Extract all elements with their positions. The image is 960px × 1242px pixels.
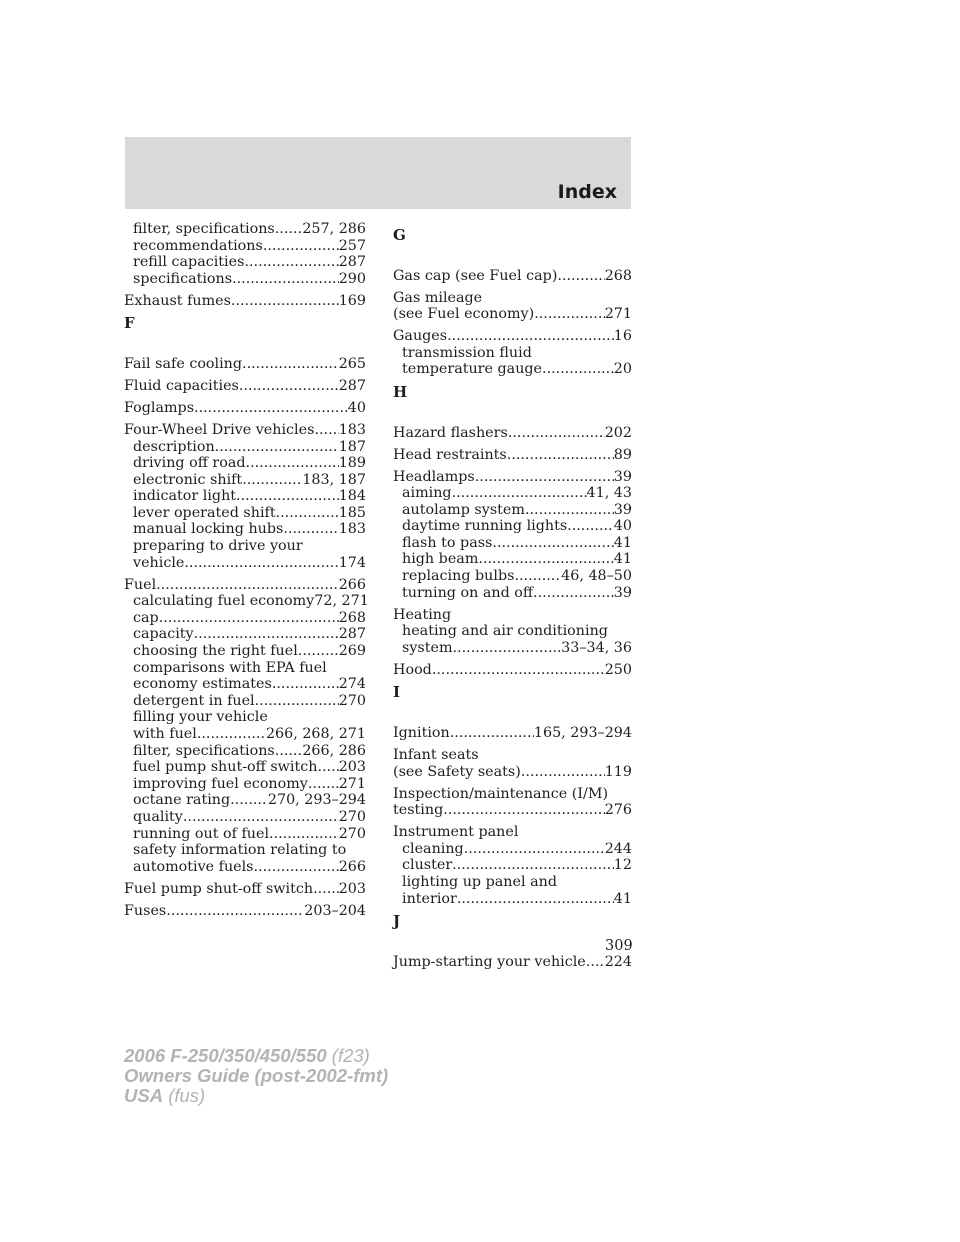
index-entry [393,954,632,971]
dot-leader [183,809,339,826]
dot-leader [254,859,339,876]
dot-leader [457,891,614,908]
index-page-ref: 185 [338,504,366,521]
index-entry [124,378,366,395]
index-term: Gauges [393,328,448,345]
index-entry [393,725,632,742]
index-subentry-line [393,568,632,585]
index-entry-line [393,662,632,679]
page-number: 309 [605,938,633,954]
index-page-ref: 287 [338,254,366,271]
index-page-ref: 268 [604,267,632,284]
index-page-ref: 269 [338,643,366,660]
index-subentry-line [124,809,366,826]
index-subentry-line [124,505,366,522]
index-term: with fuel [133,725,197,742]
dot-leader [453,640,562,657]
index-subentry-line [393,361,632,378]
index-entry-line [393,954,632,971]
index-subentry-line [124,676,366,693]
dot-leader [230,792,268,809]
dot-leader [255,693,339,710]
index-entry [393,607,632,657]
dot-leader [534,306,605,323]
index-page-ref: 203 [338,759,366,776]
index-term: daytime running lights [402,518,568,535]
index-subentry-line [124,271,366,288]
dot-leader [521,764,605,781]
dot-leader [244,254,338,271]
dot-leader [314,422,338,439]
index-entry [393,747,632,780]
index-page-ref: 39 [613,584,632,601]
index-term: recommendations [133,237,263,254]
index-page-ref: 287 [338,377,366,394]
index-subentry-line [124,776,366,793]
index-term: Hazard flashers [393,424,508,441]
index-page-ref: 169 [338,292,366,309]
index-page-ref: 203 [338,880,366,897]
index-entry [124,221,366,287]
dot-leader [533,585,614,602]
index-page-ref: 276 [604,802,632,819]
dot-leader [242,472,302,489]
index-entry-line [393,469,632,486]
index-term: (see Safety seats) [393,763,521,780]
dot-leader [492,535,613,552]
index-entry-line [124,422,366,439]
dot-leader [313,881,339,898]
index-term: quality [133,808,183,825]
index-term: refill capacities [133,254,245,271]
dot-leader [184,555,338,572]
index-page-ref: 250 [604,661,632,678]
index-page-ref: 270 [338,692,366,709]
dot-leader [525,502,614,519]
index-term: flash to pass [402,534,493,551]
index-page-ref: 41 [613,534,632,551]
index-term: temperature gauge [402,361,543,378]
index-page-ref: 270 [338,825,366,842]
index-term: indicator light [133,488,237,505]
index-term: Fuel [124,576,157,593]
dot-leader [508,425,605,442]
index-entry [124,400,366,417]
footer-edition-info [124,1046,388,1106]
index-subentry-line [124,709,366,726]
index-page-ref: 39 [613,501,632,518]
index-subentry-line [393,585,632,602]
index-page-ref: 41 [613,551,632,568]
index-term: cap [133,609,159,626]
index-term: Gas mileage [393,289,483,306]
index-entry-line [393,764,632,781]
index-entry-line [124,577,366,594]
index-term: lever operated shift [133,504,276,521]
index-term: automotive fuels [133,858,254,875]
index-subentry-line [393,891,632,908]
index-page-ref: 203–204 [304,902,366,919]
index-term: preparing to drive your [133,538,303,555]
index-term: choosing the right fuel [133,643,298,660]
index-page-ref: 41 [613,890,632,907]
index-subentry-line [393,857,632,874]
index-term: transmission fluid [402,344,532,361]
dot-leader [443,802,604,819]
index-page-ref: 266 [338,858,366,875]
footer-line-1: 2006 F-250/350/450/550 (f23) [124,1045,370,1066]
index-term: driving off road [133,455,246,472]
index-term: Headlamps [393,468,475,485]
index-term: filling your vehicle [133,709,268,726]
index-term: octane rating [133,792,231,809]
index-page-ref: 165, 293–294 [533,725,632,741]
index-subentry-line [124,643,366,660]
dot-leader [557,268,604,285]
dot-leader [275,221,303,238]
index-subentry-line [393,640,632,657]
dot-leader [242,356,339,373]
dot-leader [432,662,605,679]
index-page-ref: 20 [613,361,632,378]
index-page-ref: 119 [604,763,632,780]
dot-leader [263,238,339,255]
index-page-ref: 268 [338,609,366,626]
index-term: system [402,639,453,656]
index-term: detergent in fuel [133,692,255,709]
footer-line-3: USA (fus) [124,1085,206,1106]
index-letter-heading: H [393,382,408,401]
index-term: Head restraints [393,446,507,463]
index-term: improving fuel economy [133,775,308,792]
index-letter-heading: G [393,226,406,244]
dot-leader [586,954,605,971]
index-term: heating and air conditioning [402,623,608,640]
dot-leader [197,726,266,743]
dot-leader [464,841,605,858]
index-term: capacity [133,626,194,643]
index-entry [124,422,366,571]
index-letter-heading: J [393,912,401,931]
index-term: electronic shift [133,471,243,488]
index-term: autolamp system [402,501,525,518]
dot-leader [272,676,339,693]
index-term: replacing bulbs [402,568,515,585]
index-term: Jump-starting your vehicle [393,953,586,970]
index-page-ref: 266 [338,576,366,593]
index-page-ref: 244 [604,840,632,857]
index-subentry-line [393,874,632,891]
index-term: Instrument panel [393,824,519,841]
index-subentry-line [393,623,632,640]
index-subentry-line [124,555,366,572]
index-page-ref: 174 [338,554,366,571]
index-entry-line [393,328,632,345]
index-entry-line [393,824,632,841]
index-subentry-line [124,743,366,760]
index-page-ref: 33–34, 36 [561,639,632,656]
index-column-left [124,221,369,925]
index-entry [393,469,632,602]
index-term: Fuses [124,902,167,919]
index-entry [124,903,366,920]
dot-leader [298,643,339,660]
index-page-ref: 16 [613,328,632,345]
index-term: aiming [402,485,452,502]
index-subentry-line [124,488,366,505]
index-entry [393,662,632,679]
index-entry-line [124,903,366,920]
dot-leader [239,378,339,395]
index-page-ref: 12 [613,857,632,874]
index-term: (see Fuel economy) [393,306,535,323]
index-term: fuel pump shut-off switch [133,759,318,776]
index-subentry-line [393,345,632,362]
index-page-ref: 271 [338,775,366,792]
index-entry-line [393,290,632,307]
index-entry-line [124,378,366,395]
index-term: description [133,438,215,455]
index-term: Hood [393,661,432,678]
index-term: cleaning [402,840,464,857]
index-entry-line [393,802,632,819]
index-term: specifications [133,270,233,287]
index-term: running out of fuel [133,825,270,842]
dot-leader [447,328,614,345]
index-term: Exhaust fumes [124,292,231,309]
index-subentry-line [124,254,366,271]
dot-leader [236,488,339,505]
dot-leader [194,400,348,417]
page-title: Index [557,181,617,203]
index-page-ref: 266, 268, 271 [265,725,366,742]
index-term: Infant seats [393,746,479,763]
index-term: Heating [393,606,452,623]
index-entry-line [393,747,632,764]
index-page-ref: 271 [604,306,632,323]
index-entry-line [393,425,632,442]
index-term: interior [402,890,457,907]
dot-leader [507,447,614,464]
index-page-ref: 290 [338,270,366,287]
index-page-ref: 257, 286 [302,221,366,237]
index-page-ref: 183, 187 [302,471,366,488]
dot-leader [159,610,339,627]
index-subentry-line [393,535,632,552]
index-page-ref: 184 [338,488,366,505]
index-subentry-line [124,660,366,677]
index-entry [124,881,366,898]
dot-leader [194,626,339,643]
header-band [125,137,631,209]
dot-leader [452,857,614,874]
index-term: turning on and off [402,584,534,601]
dot-leader [231,293,339,310]
index-term: economy estimates [133,676,272,693]
index-page-ref: 39 [613,468,632,485]
dot-leader [246,455,339,472]
index-subentry-line [124,439,366,456]
index-term: Gas cap (see Fuel cap) [393,267,558,284]
index-term: lighting up panel and [402,873,557,890]
dot-leader [475,469,614,486]
index-subentry-line [393,551,632,568]
index-term: Inspection/maintenance (I/M) [393,785,609,802]
index-entry [393,786,632,819]
index-subentry-line [124,238,366,255]
dot-leader [166,903,304,920]
index-page-ref: 257 [338,237,366,254]
index-entry-line [393,447,632,464]
index-entry-line [124,400,366,417]
index-subentry-line [393,502,632,519]
dot-leader [232,271,339,288]
index-term: filter, specifications [133,221,275,237]
index-entry [124,293,366,310]
index-entry-line [124,356,366,373]
index-subentry-line [124,693,366,710]
index-term: filter, specifications [133,742,275,759]
index-term: high beam [402,551,479,568]
dot-leader [452,485,587,502]
index-entry-line [393,786,632,803]
index-entry [393,824,632,907]
index-term: Fail safe cooling [124,355,243,372]
footer-line-2: Owners Guide (post-2002-fmt) [124,1065,389,1086]
index-page-ref: 40 [347,399,366,416]
index-page-ref: 270, 293–294 [267,792,366,809]
index-column-right [393,221,632,976]
index-term: Fluid capacities [124,377,239,394]
index-subentry-line [124,455,366,472]
index-term: Foglamps [124,399,195,416]
index-subentry-line [124,726,366,743]
dot-leader [478,551,613,568]
index-page-ref: 89 [613,446,632,463]
index-entry [393,425,632,442]
dot-leader [317,759,338,776]
index-page-ref: 72, 271 [314,593,369,610]
dot-leader [542,361,614,378]
index-page-ref: 46, 48–50 [561,568,632,585]
dot-leader [450,725,534,742]
index-subentry-line [124,538,366,555]
index-subentry-line [124,792,366,809]
index-term: Ignition [393,725,450,741]
index-subentry-line [124,826,366,843]
index-term: safety information relating to [133,842,347,859]
index-subentry-line [124,626,366,643]
index-entry-line [393,306,632,323]
index-term: calculating fuel economy [133,593,315,610]
index-entry-line [393,725,632,742]
index-page-ref: 183 [338,421,366,438]
dot-leader [283,521,338,538]
dot-leader [269,826,339,843]
index-subentry-line [124,472,366,489]
index-subentry-line [124,859,366,876]
index-subentry-line [393,518,632,535]
index-term: Fuel pump shut-off switch [124,880,314,897]
dot-leader [276,505,339,522]
index-term: cluster [402,857,453,874]
index-page-ref: 270 [338,808,366,825]
dot-leader [215,439,339,456]
index-entry-line [124,293,366,310]
index-page-ref: 187 [338,438,366,455]
dot-leader [514,568,561,585]
dot-leader [308,776,339,793]
index-page-ref: 202 [604,424,632,441]
index-page-ref: 41, 43 [586,485,632,502]
index-page-ref: 287 [338,626,366,643]
index-term: manual locking hubs [133,521,284,538]
index-page-ref: 274 [338,676,366,693]
index-page-ref: 189 [338,455,366,472]
index-subentry-line [124,842,366,859]
dot-leader [567,518,614,535]
index-subentry-line [124,610,366,627]
index-entry-line [393,268,632,285]
index-subentry-line [124,221,366,238]
index-term: Four-Wheel Drive vehicles [124,421,315,438]
index-page-ref: 183 [338,521,366,538]
index-subentry-line [124,521,366,538]
index-entry [124,576,369,876]
index-subentry-line [393,485,632,502]
index-entry [393,290,632,323]
index-subentry-line [393,841,632,858]
index-page-ref: 266, 286 [302,742,366,759]
index-entry [393,447,632,464]
index-term: comparisons with EPA fuel [133,659,327,676]
index-entry-line [124,881,366,898]
index-page-ref: 224 [604,953,632,970]
index-entry-line [393,607,632,624]
index-subentry-line [124,593,369,610]
index-term: vehicle [133,554,185,571]
index-page-ref: 265 [338,355,366,372]
index-entry [124,356,366,373]
dot-leader [275,743,303,760]
index-entry [393,328,632,378]
index-entry [393,268,632,285]
index-subentry-line [124,759,366,776]
index-term: testing [393,802,444,819]
index-letter-heading: I [393,683,401,702]
index-page-ref: 40 [613,518,632,535]
index-letter-heading: F [124,314,135,333]
dot-leader [156,577,339,594]
